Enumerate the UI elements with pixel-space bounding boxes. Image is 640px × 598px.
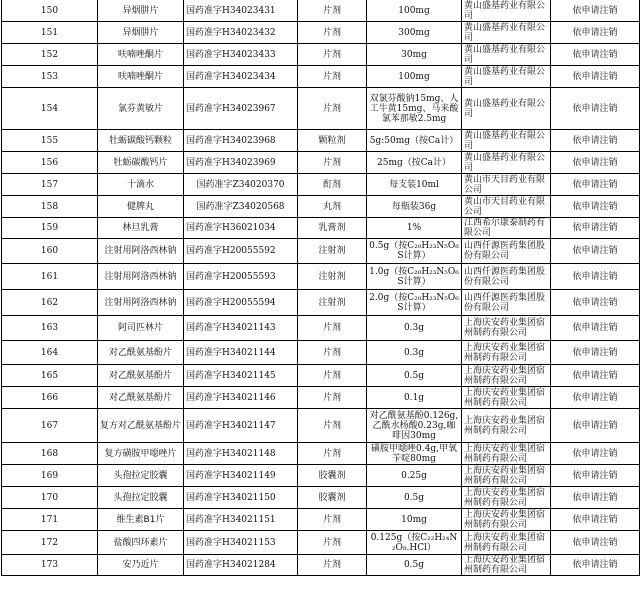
specification: 双氯芬酸钠15mg、人工牛黄15mg、马来酸氯苯那敏2.5mg xyxy=(367,88,462,130)
specification: 0.5g xyxy=(367,555,462,576)
drug-name: 注射用阿洛西林钠 xyxy=(98,264,184,290)
table-row xyxy=(2,365,640,387)
specification: 100mg xyxy=(367,66,462,88)
manufacturer: 黄山市天目药业有限公司 xyxy=(462,196,551,218)
specification: 0.3g xyxy=(367,341,462,365)
approval-number: 国药准字H34023967 xyxy=(184,88,298,130)
drug-name: 复方对乙酰氨基酚片 xyxy=(98,409,184,443)
table-row xyxy=(2,44,640,66)
row-number: 170 xyxy=(2,487,98,509)
specification: 30mg xyxy=(367,44,462,66)
row-number: 156 xyxy=(2,152,98,174)
approval-number: 国药准字Z34020568 xyxy=(184,196,298,218)
cancellation-note: 依申请注销 xyxy=(551,196,640,218)
specification: 每瓶装36g xyxy=(367,196,462,218)
manufacturer: 上海庆安药业集团宿州制药有限公司 xyxy=(462,465,551,487)
dosage-form: 片剂 xyxy=(298,409,367,443)
table-row xyxy=(2,555,640,576)
table-row xyxy=(2,264,640,290)
row-number: 155 xyxy=(2,130,98,152)
row-number: 150 xyxy=(2,0,98,22)
dosage-form: 片剂 xyxy=(298,0,367,22)
approval-number: 国药准字H20055592 xyxy=(184,239,298,264)
manufacturer: 上海庆安药业集团宿州制药有限公司 xyxy=(462,387,551,409)
specification: 0.5g xyxy=(367,365,462,387)
manufacturer: 上海庆安药业集团宿州制药有限公司 xyxy=(462,509,551,531)
drug-name: 头孢拉定胶囊 xyxy=(98,487,184,509)
approval-number: 国药准字H34023433 xyxy=(184,44,298,66)
specification: 0.125g（按C₂₂H₂₄N₂O₈.HCl） xyxy=(367,531,462,555)
specification: 300mg xyxy=(367,22,462,44)
drug-name: 对乙酰氨基酚片 xyxy=(98,365,184,387)
drug-cancellation-table xyxy=(1,0,640,576)
row-number: 152 xyxy=(2,44,98,66)
cancellation-note: 依申请注销 xyxy=(551,66,640,88)
table-row xyxy=(2,196,640,218)
specification: 每支装10ml xyxy=(367,174,462,196)
row-number: 168 xyxy=(2,443,98,465)
row-number: 162 xyxy=(2,290,98,316)
drug-name: 对乙酰氨基酚片 xyxy=(98,341,184,365)
drug-name: 安乃近片 xyxy=(98,555,184,576)
cancellation-note: 依申请注销 xyxy=(551,218,640,239)
drug-name: 盐酸四环素片 xyxy=(98,531,184,555)
specification: 1% xyxy=(367,218,462,239)
row-number: 154 xyxy=(2,88,98,130)
drug-name: 复方磺胺甲噁唑片 xyxy=(98,443,184,465)
row-number: 163 xyxy=(2,316,98,341)
approval-number: 国药准字H34023434 xyxy=(184,66,298,88)
manufacturer: 黄山盛基药业有限公司 xyxy=(462,22,551,44)
table-row xyxy=(2,0,640,22)
approval-number: 国药准字H20055594 xyxy=(184,290,298,316)
specification: 0.3g xyxy=(367,316,462,341)
specification: 0.5g xyxy=(367,487,462,509)
approval-number: 国药准字H34023431 xyxy=(184,0,298,22)
dosage-form: 片剂 xyxy=(298,443,367,465)
cancellation-note: 依申请注销 xyxy=(551,443,640,465)
manufacturer: 黄山盛基药业有限公司 xyxy=(462,152,551,174)
manufacturer: 上海庆安药业集团宿州制药有限公司 xyxy=(462,487,551,509)
dosage-form: 酊剂 xyxy=(298,174,367,196)
drug-name: 注射用阿洛西林钠 xyxy=(98,239,184,264)
cancellation-note: 依申请注销 xyxy=(551,387,640,409)
approval-number: 国药准字H34021147 xyxy=(184,409,298,443)
cancellation-note: 依申请注销 xyxy=(551,465,640,487)
dosage-form: 胶囊剂 xyxy=(298,487,367,509)
approval-number: 国药准字H34021146 xyxy=(184,387,298,409)
dosage-form: 片剂 xyxy=(298,341,367,365)
approval-number: 国药准字H34021144 xyxy=(184,341,298,365)
manufacturer: 黄山盛基药业有限公司 xyxy=(462,88,551,130)
specification: 0.1g xyxy=(367,387,462,409)
cancellation-note: 依申请注销 xyxy=(551,555,640,576)
table-row xyxy=(2,22,640,44)
cancellation-note: 依申请注销 xyxy=(551,264,640,290)
specification: 0.5g（按C₂₀H₂₃N₅O₆S计算） xyxy=(367,239,462,264)
drug-name: 十滴水 xyxy=(98,174,184,196)
approval-number: 国药准字H34021145 xyxy=(184,365,298,387)
row-number: 165 xyxy=(2,365,98,387)
manufacturer: 黄山盛基药业有限公司 xyxy=(462,130,551,152)
cancellation-note: 依申请注销 xyxy=(551,409,640,443)
row-number: 151 xyxy=(2,22,98,44)
manufacturer: 山西仟源医药集团股份有限公司 xyxy=(462,290,551,316)
manufacturer: 上海庆安药业集团宿州制药有限公司 xyxy=(462,555,551,576)
dosage-form: 注射剂 xyxy=(298,290,367,316)
manufacturer: 江西希尔康泰制药有限公司 xyxy=(462,218,551,239)
cancellation-note: 依申请注销 xyxy=(551,174,640,196)
table-row xyxy=(2,341,640,365)
manufacturer: 上海庆安药业集团宿州制药有限公司 xyxy=(462,341,551,365)
table-body xyxy=(2,0,640,576)
table-row xyxy=(2,152,640,174)
table-row xyxy=(2,531,640,555)
table-row xyxy=(2,387,640,409)
manufacturer: 上海庆安药业集团宿州制药有限公司 xyxy=(462,316,551,341)
table-row xyxy=(2,130,640,152)
row-number: 166 xyxy=(2,387,98,409)
dosage-form: 片剂 xyxy=(298,152,367,174)
cancellation-note: 依申请注销 xyxy=(551,88,640,130)
drug-name: 呋喃唑酮片 xyxy=(98,44,184,66)
cancellation-note: 依申请注销 xyxy=(551,44,640,66)
table-row xyxy=(2,487,640,509)
dosage-form: 片剂 xyxy=(298,316,367,341)
drug-name: 牡蛎碳酸钙片 xyxy=(98,152,184,174)
cancellation-note: 依申请注销 xyxy=(551,22,640,44)
approval-number: 国药准字H34023432 xyxy=(184,22,298,44)
dosage-form: 片剂 xyxy=(298,387,367,409)
dosage-form: 丸剂 xyxy=(298,196,367,218)
cancellation-note: 依申请注销 xyxy=(551,509,640,531)
row-number: 167 xyxy=(2,409,98,443)
drug-name: 头孢拉定胶囊 xyxy=(98,465,184,487)
table-row xyxy=(2,239,640,264)
row-number: 164 xyxy=(2,341,98,365)
table-row xyxy=(2,290,640,316)
table-row xyxy=(2,443,640,465)
approval-number: 国药准字H34021151 xyxy=(184,509,298,531)
manufacturer: 黄山盛基药业有限公司 xyxy=(462,44,551,66)
row-number: 171 xyxy=(2,509,98,531)
approval-number: 国药准字H34023968 xyxy=(184,130,298,152)
cancellation-note: 依申请注销 xyxy=(551,290,640,316)
drug-name: 牡蛎碳酸钙颗粒 xyxy=(98,130,184,152)
approval-number: 国药准字H34023969 xyxy=(184,152,298,174)
cancellation-note: 依申请注销 xyxy=(551,316,640,341)
row-number: 153 xyxy=(2,66,98,88)
specification: 100mg xyxy=(367,0,462,22)
drug-name: 异烟肼片 xyxy=(98,0,184,22)
row-number: 159 xyxy=(2,218,98,239)
approval-number: 国药准字H34021149 xyxy=(184,465,298,487)
manufacturer: 上海庆安药业集团宿州制药有限公司 xyxy=(462,409,551,443)
specification: 0.25g xyxy=(367,465,462,487)
drug-name: 健脾丸 xyxy=(98,196,184,218)
approval-number: 国药准字H34021150 xyxy=(184,487,298,509)
row-number: 158 xyxy=(2,196,98,218)
specification: 25mg（按Ca计） xyxy=(367,152,462,174)
cancellation-note: 依申请注销 xyxy=(551,152,640,174)
manufacturer: 上海庆安药业集团宿州制药有限公司 xyxy=(462,365,551,387)
row-number: 157 xyxy=(2,174,98,196)
dosage-form: 乳膏剂 xyxy=(298,218,367,239)
manufacturer: 上海庆安药业集团宿州制药有限公司 xyxy=(462,443,551,465)
approval-number: 国药准字H34021143 xyxy=(184,316,298,341)
dosage-form: 颗粒剂 xyxy=(298,130,367,152)
approval-number: 国药准字Z34020370 xyxy=(184,174,298,196)
table-row xyxy=(2,88,640,130)
row-number: 160 xyxy=(2,239,98,264)
dosage-form: 片剂 xyxy=(298,531,367,555)
table-row xyxy=(2,316,640,341)
drug-name: 阿司匹林片 xyxy=(98,316,184,341)
drug-name: 对乙酰氨基酚片 xyxy=(98,387,184,409)
manufacturer: 上海庆安药业集团宿州制药有限公司 xyxy=(462,531,551,555)
cancellation-note: 依申请注销 xyxy=(551,0,640,22)
row-number: 161 xyxy=(2,264,98,290)
manufacturer: 黄山市天目药业有限公司 xyxy=(462,174,551,196)
specification: 10mg xyxy=(367,509,462,531)
dosage-form: 片剂 xyxy=(298,555,367,576)
manufacturer: 黄山盛基药业有限公司 xyxy=(462,66,551,88)
dosage-form: 注射剂 xyxy=(298,239,367,264)
manufacturer: 山西仟源医药集团股份有限公司 xyxy=(462,239,551,264)
drug-name: 氯芬黄敏片 xyxy=(98,88,184,130)
cancellation-note: 依申请注销 xyxy=(551,341,640,365)
drug-name: 林旦乳膏 xyxy=(98,218,184,239)
table-row xyxy=(2,218,640,239)
cancellation-note: 依申请注销 xyxy=(551,239,640,264)
cancellation-note: 依申请注销 xyxy=(551,365,640,387)
table-row xyxy=(2,465,640,487)
approval-number: 国药准字H34021153 xyxy=(184,531,298,555)
dosage-form: 片剂 xyxy=(298,44,367,66)
dosage-form: 胶囊剂 xyxy=(298,465,367,487)
row-number: 169 xyxy=(2,465,98,487)
table-row xyxy=(2,66,640,88)
manufacturer: 黄山盛基药业有限公司 xyxy=(462,0,551,22)
row-number: 172 xyxy=(2,531,98,555)
approval-number: 国药准字H20055593 xyxy=(184,264,298,290)
specification: 2.0g（按C₂₀H₂₃N₅O₆S计算） xyxy=(367,290,462,316)
cancellation-note: 依申请注销 xyxy=(551,487,640,509)
dosage-form: 片剂 xyxy=(298,88,367,130)
specification: 磺胺甲噁唑0.4g,甲氧苄啶80mg xyxy=(367,443,462,465)
dosage-form: 片剂 xyxy=(298,365,367,387)
drug-name: 维生素B1片 xyxy=(98,509,184,531)
dosage-form: 片剂 xyxy=(298,22,367,44)
dosage-form: 注射剂 xyxy=(298,264,367,290)
row-number: 173 xyxy=(2,555,98,576)
cancellation-note: 依申请注销 xyxy=(551,130,640,152)
table-row xyxy=(2,509,640,531)
manufacturer: 山西仟源医药集团股份有限公司 xyxy=(462,264,551,290)
drug-name: 异烟肼片 xyxy=(98,22,184,44)
specification: 1.0g（按C₂₀H₂₃N₅O₆S计算） xyxy=(367,264,462,290)
dosage-form: 片剂 xyxy=(298,509,367,531)
drug-name: 注射用阿洛西林钠 xyxy=(98,290,184,316)
cancellation-note: 依申请注销 xyxy=(551,531,640,555)
specification: 5g:50mg（按Ca计） xyxy=(367,130,462,152)
approval-number: 国药准字H34021284 xyxy=(184,555,298,576)
table-row xyxy=(2,409,640,443)
specification: 对乙酰氨基酚0.126g,乙酰水杨酸0.23g,咖啡因30mg xyxy=(367,409,462,443)
dosage-form: 片剂 xyxy=(298,66,367,88)
drug-name: 呋喃唑酮片 xyxy=(98,66,184,88)
approval-number: 国药准字H36021034 xyxy=(184,218,298,239)
table-row xyxy=(2,174,640,196)
approval-number: 国药准字H34021148 xyxy=(184,443,298,465)
